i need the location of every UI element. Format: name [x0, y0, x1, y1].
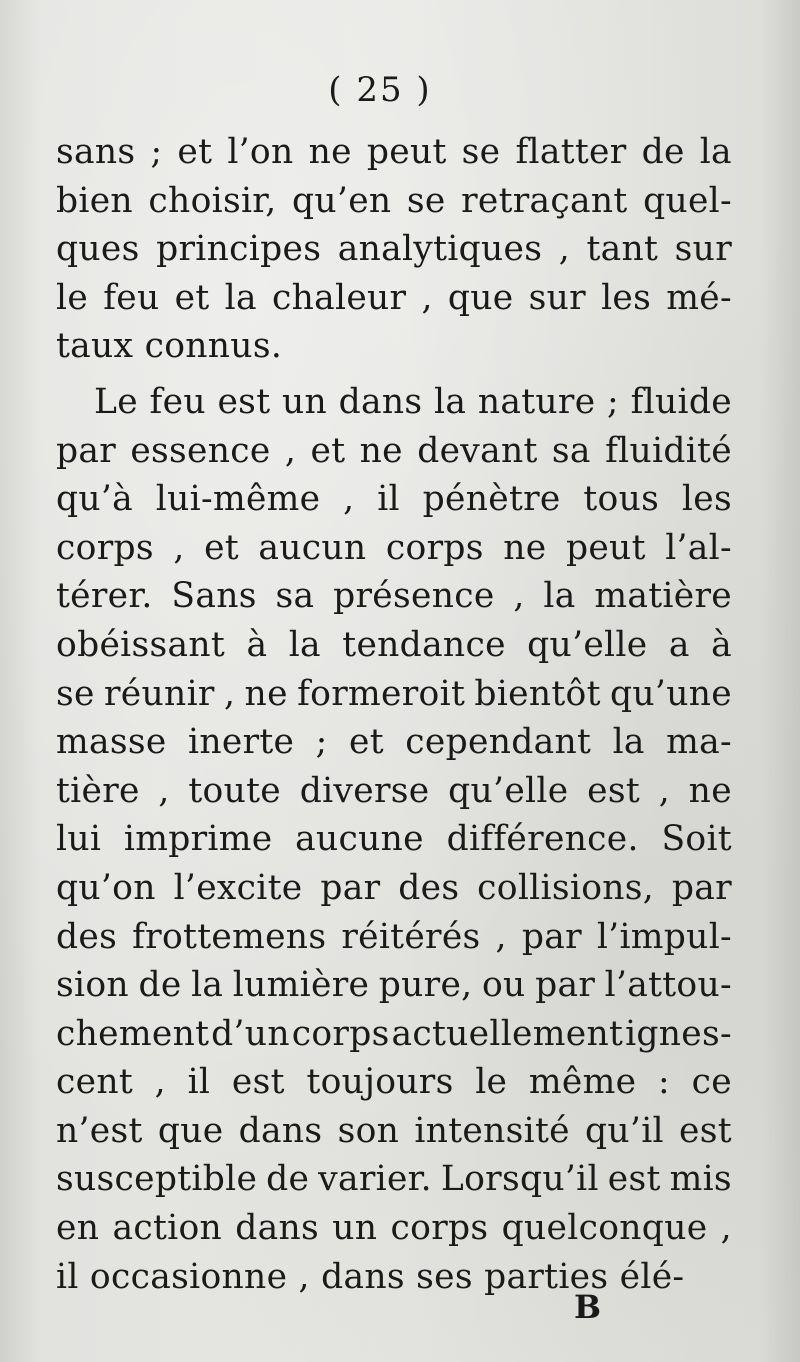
text-line: sans ; et l’on ne peut se flatter de la	[56, 132, 732, 172]
page-number: ( 25 )	[328, 70, 432, 110]
text-line: par essence , et ne devant sa fluidité	[56, 430, 732, 471]
text-line: n’est que dans son intensité qu’il est	[56, 1110, 732, 1151]
text-line: le feu et la chaleur , que sur les mé-	[56, 277, 732, 318]
text-line: des frottemens réitérés , par l’impul-	[56, 916, 732, 957]
text-line: chement d’un corps actuellement ignes-	[56, 1013, 732, 1054]
body-text	[56, 128, 732, 1301]
text-line: Le feu est un dans la nature ; fluide	[94, 381, 732, 422]
text-line: lui imprime aucune différence. Soit	[56, 819, 732, 860]
text-line: corps , et aucun corps ne peut l’al-	[56, 527, 732, 568]
text-line: térer. Sans sa présence , la matière	[56, 576, 732, 617]
text-line: taux connus.	[56, 326, 283, 367]
text-line: tière , toute diverse qu’elle est , ne	[56, 770, 732, 811]
text-line: sion de la lumière pure, ou par l’attou-	[56, 965, 732, 1006]
paragraph	[56, 378, 732, 1301]
text-line: cent , il est toujours le même : ce	[56, 1062, 732, 1103]
paragraph	[56, 128, 732, 371]
text-line: qu’on l’excite par des collisions, par	[56, 867, 732, 908]
text-line: se réunir , ne formeroit bientôt qu’une	[56, 673, 732, 714]
paragraph-gap	[56, 371, 732, 378]
text-line: masse inerte ; et cependant la ma-	[56, 722, 732, 763]
text-line: bien choisir, qu’en se retraçant quel-	[56, 180, 732, 221]
text-line: obéissant à la tendance qu’elle a à	[56, 624, 732, 665]
text-line: qu’à lui-même , il pénètre tous les	[56, 479, 732, 520]
text-line: susceptible de varier. Lorsqu’il est mis	[56, 1159, 732, 1200]
text-line: il occasionne , dans ses parties élé-	[56, 1256, 685, 1297]
text-line: en action dans un corps quelconque ,	[56, 1208, 732, 1249]
signature-mark: B	[574, 1288, 602, 1326]
text-line: ques principes analytiques , tant sur	[56, 229, 732, 270]
